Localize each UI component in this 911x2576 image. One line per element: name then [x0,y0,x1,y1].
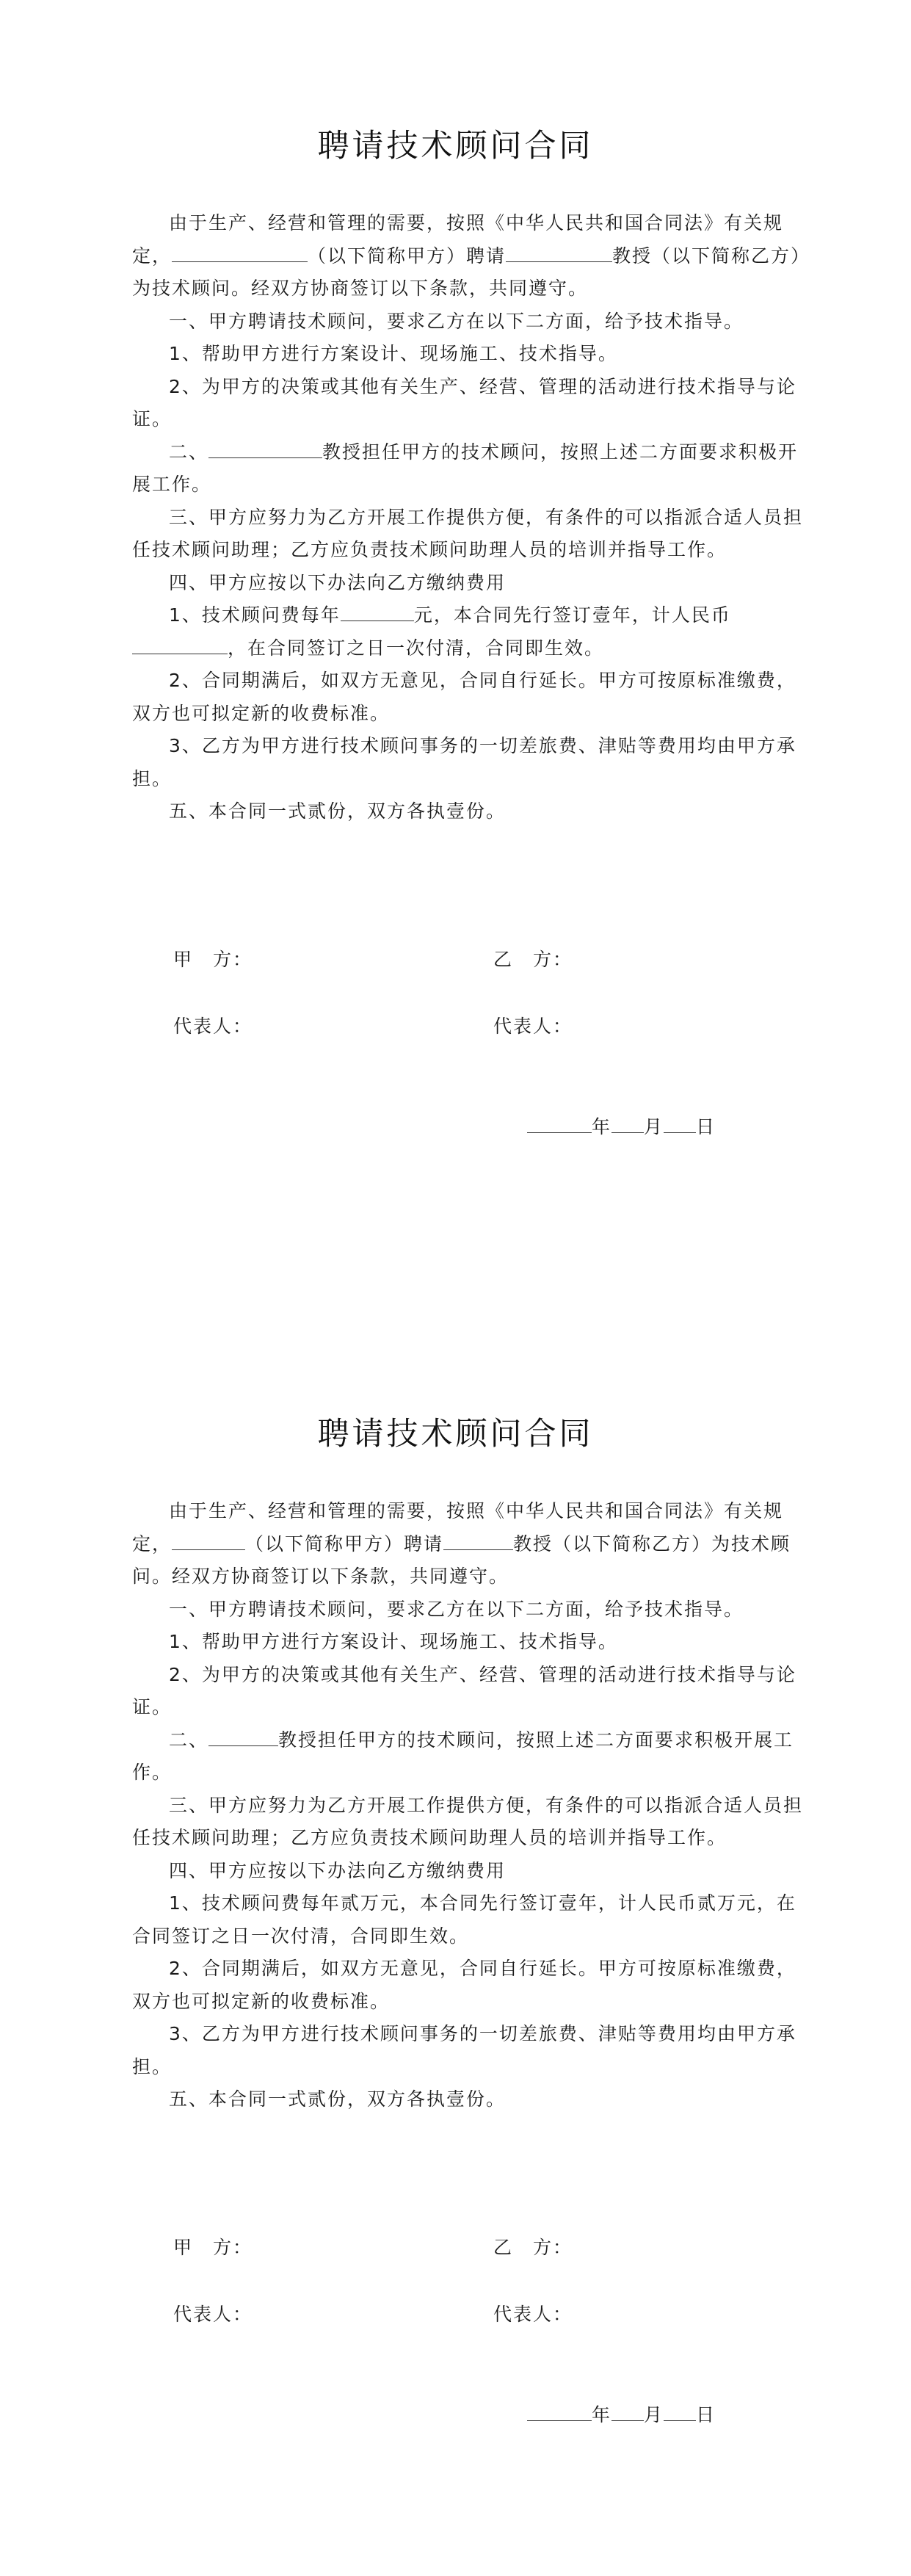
party-a-name-blank [172,1533,245,1550]
fee-text-c: ，在合同签订之日一次付清，合同即生效。 [228,637,605,659]
annual-fee-blank [341,604,414,622]
clause-4-item-3: 3、乙方为甲方进行技术顾问事务的一切差旅费、津贴等费用均由甲方承担。 [132,2023,796,2077]
clause-1: 一、甲方聘请技术顾问，要求乙方在以下二方面，给予技术指导。 [169,310,744,332]
party-b-label: 乙 方： [493,949,573,970]
intro-paragraph [132,1495,806,1593]
party-b-name-blank [506,245,612,262]
clause-1-item-2: 2、为甲方的决策或其他有关生产、经营、管理的活动进行技术指导与论证。 [132,375,796,430]
party-a-label: 甲 方： [173,2237,253,2258]
contract-title: 聘请技术顾问合同 [317,1416,594,1452]
intro-paragraph [132,207,806,305]
signing-date [527,2400,716,2427]
clause-4-item-1: 1、技术顾问费每年贰万元，本合同先行签订壹年，计人民币贰万元，在合同签订之日一次付清，合同即生效。 [132,1892,796,1947]
clause-1-item-1: 1、帮助甲方进行方案设计、现场施工、技术指导。 [169,343,618,364]
month-blank [611,2404,644,2422]
month-label: 月 [644,2404,664,2425]
clause-2 [132,1724,806,1790]
day-label: 日 [696,2404,716,2425]
clause-2-prefix: 二、 [169,441,209,463]
party-b-label: 乙 方： [493,2237,573,2258]
party-a-name-blank [172,245,308,262]
clause-1: 一、甲方聘请技术顾问，要求乙方在以下二方面，给予技术指导。 [169,1598,744,1620]
party-b-representative-label: 代表人： [493,1016,573,1037]
intro-text-b: （以下简称甲方）聘请 [308,245,507,267]
clause-1-item-2: 2、为甲方的决策或其他有关生产、经营、管理的活动进行技术指导与论证。 [132,1663,796,1718]
contract-body [132,207,806,828]
clause-2-prefix: 二、 [169,1729,209,1751]
clause-2-text: 教授担任甲方的技术顾问，按照上述二方面要求积极开展工作。 [132,441,799,495]
clause-5: 五、本合同一式贰份，双方各执壹份。 [169,800,507,822]
intro-text-c: 教授（以下简称乙方）为技术顾问。经双方协商签订以下条款，共同遵守。 [132,1533,791,1587]
signing-date [527,1112,716,1139]
clause-5: 五、本合同一式贰份，双方各执壹份。 [169,2088,507,2110]
year-label: 年 [592,2404,612,2425]
contract-page-2 [0,1288,911,2576]
contract-body [132,1495,806,2116]
month-label: 月 [644,1116,664,1137]
professor-name-blank [208,441,322,458]
party-a-representative-label: 代表人： [173,1016,253,1037]
day-blank [664,1116,696,1134]
clause-3: 三、甲方应努力为乙方开展工作提供方便，有条件的可以指派合适人员担任技术顾问助理；乙方应负责技术顾问助理人员的培训并指导工作。 [132,1794,804,1848]
clause-1-item-1: 1、帮助甲方进行方案设计、现场施工、技术指导。 [169,1631,618,1652]
year-blank [527,2404,592,2422]
clause-4-item-2: 2、合同期满后，如双方无意见，合同自行延长。甲方可按原标准缴费，双方也可拟定新的收费标准。 [132,1958,796,2012]
intro-text-a: 由于生产、经营和管理的需要，按照《中华人民共和国合同法》有关规定， [132,1500,784,1555]
party-a-label: 甲 方： [173,949,253,970]
clause-4-item-1 [132,599,806,665]
contract-title: 聘请技术顾问合同 [317,128,594,164]
intro-text-b: （以下简称甲方）聘请 [245,1533,444,1555]
total-fee-blank [132,637,228,654]
month-blank [611,1116,644,1134]
fee-text-b: 元，本合同先行签订壹年，计人民币 [413,604,731,626]
fee-text-a: 1、技术顾问费每年 [169,604,341,626]
clause-2-text: 教授担任甲方的技术顾问，按照上述二方面要求积极开展工作。 [132,1729,794,1783]
intro-text-a: 由于生产、经营和管理的需要，按照《中华人民共和国合同法》有关规定， [132,212,784,267]
day-label: 日 [696,1116,716,1137]
clause-3: 三、甲方应努力为乙方开展工作提供方便，有条件的可以指派合适人员担任技术顾问助理；乙方应负责技术顾问助理人员的培训并指导工作。 [132,506,804,560]
party-b-name-blank [443,1533,513,1550]
clause-4-item-3: 3、乙方为甲方进行技术顾问事务的一切差旅费、津贴等费用均由甲方承担。 [132,735,796,789]
clause-4: 四、甲方应按以下办法向乙方缴纳费用 [169,571,507,593]
clause-4: 四、甲方应按以下办法向乙方缴纳费用 [169,1859,507,1881]
intro-text-c: 教授（以下简称乙方）为技术顾问。经双方协商签订以下条款，共同遵守。 [132,245,802,299]
party-b-representative-label: 代表人： [493,2304,573,2325]
professor-name-blank [208,1729,278,1746]
day-blank [664,2404,696,2422]
year-label: 年 [592,1116,612,1137]
year-blank [527,1116,592,1134]
clause-2 [132,436,806,502]
party-a-representative-label: 代表人： [173,2304,253,2325]
clause-4-item-2: 2、合同期满后，如双方无意见，合同自行延长。甲方可按原标准缴费，双方也可拟定新的收费标准。 [132,670,796,724]
